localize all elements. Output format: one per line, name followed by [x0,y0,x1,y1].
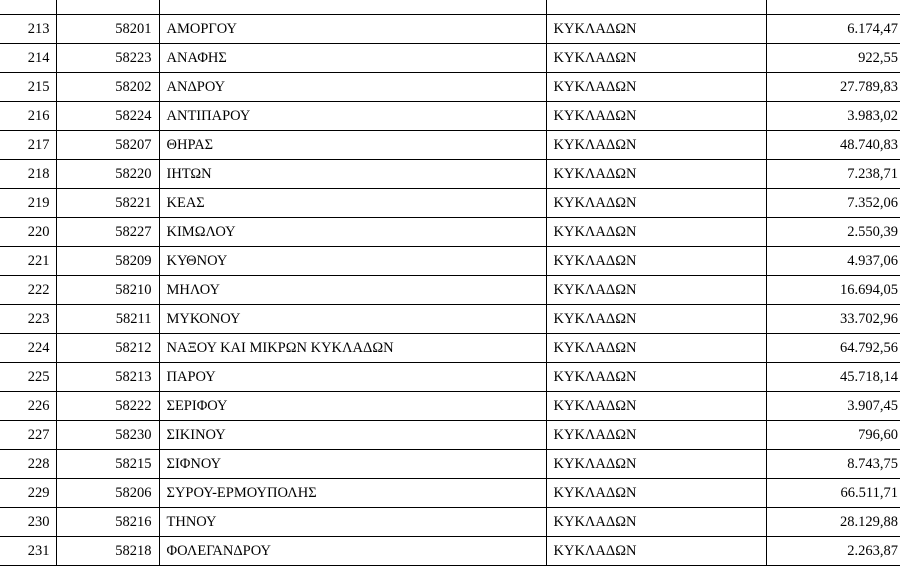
code-cell: 58227 [56,218,159,247]
row-number-cell: 231 [0,537,56,566]
prefecture-cell: ΚΥΚΛΑΔΩΝ [546,102,766,131]
table-row [0,305,900,334]
top-edge-cell [56,0,159,15]
municipality-name-cell: ΝΑΞΟΥ ΚΑΙ ΜΙΚΡΩΝ ΚΥΚΛΑΔΩΝ [159,334,546,363]
table-row [0,102,900,131]
row-number-cell: 217 [0,131,56,160]
row-number-cell: 224 [0,334,56,363]
row-number-cell: 230 [0,508,56,537]
code-cell: 58230 [56,421,159,450]
code-cell: 58224 [56,102,159,131]
municipality-name-cell: ΑΝΤΙΠΑΡΟΥ [159,102,546,131]
top-edge-cell [546,0,766,15]
value-cell: 3.983,02 [766,102,900,131]
value-cell: 33.702,96 [766,305,900,334]
code-cell: 58221 [56,189,159,218]
table-row [0,537,900,566]
row-number-cell: 225 [0,363,56,392]
municipality-name-cell: ΠΑΡΟΥ [159,363,546,392]
code-cell: 58213 [56,363,159,392]
row-number-cell: 222 [0,276,56,305]
municipality-name-cell: ΑΝΔΡΟΥ [159,73,546,102]
code-cell: 58206 [56,479,159,508]
table-row [0,363,900,392]
municipality-name-cell: ΜΥΚΟΝΟΥ [159,305,546,334]
municipality-name-cell: ΦΟΛΕΓΑΝΔΡΟΥ [159,537,546,566]
prefecture-cell: ΚΥΚΛΑΔΩΝ [546,421,766,450]
code-cell: 58207 [56,131,159,160]
row-number-cell: 229 [0,479,56,508]
row-number-cell: 221 [0,247,56,276]
row-number-cell: 216 [0,102,56,131]
top-edge-cell [766,0,900,15]
row-number-cell: 218 [0,160,56,189]
prefecture-cell: ΚΥΚΛΑΔΩΝ [546,508,766,537]
municipality-name-cell: ΜΗΛΟΥ [159,276,546,305]
table-row [0,334,900,363]
table-row [0,247,900,276]
code-cell: 58215 [56,450,159,479]
row-number-cell: 219 [0,189,56,218]
row-number-cell: 228 [0,450,56,479]
table-top-edge-row [0,0,900,15]
table-row [0,276,900,305]
row-number-cell: 215 [0,73,56,102]
top-edge-cell [0,0,56,15]
value-cell: 2.263,87 [766,537,900,566]
code-cell: 58210 [56,276,159,305]
code-cell: 58212 [56,334,159,363]
code-cell: 58216 [56,508,159,537]
row-number-cell: 227 [0,421,56,450]
value-cell: 922,55 [766,44,900,73]
prefecture-cell: ΚΥΚΛΑΔΩΝ [546,189,766,218]
top-edge-cell [159,0,546,15]
municipality-name-cell: ΣΕΡΙΦΟΥ [159,392,546,421]
table-row [0,421,900,450]
prefecture-cell: ΚΥΚΛΑΔΩΝ [546,276,766,305]
code-cell: 58211 [56,305,159,334]
table-row [0,44,900,73]
table-row [0,73,900,102]
value-cell: 66.511,71 [766,479,900,508]
value-cell: 48.740,83 [766,131,900,160]
table-row [0,450,900,479]
row-number-cell: 220 [0,218,56,247]
municipality-name-cell: ΤΗΝΟΥ [159,508,546,537]
value-cell: 796,60 [766,421,900,450]
value-cell: 16.694,05 [766,276,900,305]
table-row [0,218,900,247]
prefecture-cell: ΚΥΚΛΑΔΩΝ [546,218,766,247]
prefecture-cell: ΚΥΚΛΑΔΩΝ [546,334,766,363]
code-cell: 58223 [56,44,159,73]
value-cell: 7.352,06 [766,189,900,218]
value-cell: 3.907,45 [766,392,900,421]
value-cell: 64.792,56 [766,334,900,363]
prefecture-cell: ΚΥΚΛΑΔΩΝ [546,479,766,508]
code-cell: 58209 [56,247,159,276]
value-cell: 28.129,88 [766,508,900,537]
table-row [0,392,900,421]
value-cell: 6.174,47 [766,15,900,44]
municipality-name-cell: ΙΗΤΩΝ [159,160,546,189]
value-cell: 8.743,75 [766,450,900,479]
value-cell: 45.718,14 [766,363,900,392]
value-cell: 7.238,71 [766,160,900,189]
row-number-cell: 213 [0,15,56,44]
code-cell: 58202 [56,73,159,102]
prefecture-cell: ΚΥΚΛΑΔΩΝ [546,160,766,189]
value-cell: 4.937,06 [766,247,900,276]
table-row [0,189,900,218]
prefecture-cell: ΚΥΚΛΑΔΩΝ [546,73,766,102]
municipality-name-cell: ΘΗΡΑΣ [159,131,546,160]
municipality-name-cell: ΚΕΑΣ [159,189,546,218]
code-cell: 58201 [56,15,159,44]
value-cell: 27.789,83 [766,73,900,102]
table-row [0,131,900,160]
municipality-name-cell: ΑΝΑΦΗΣ [159,44,546,73]
prefecture-cell: ΚΥΚΛΑΔΩΝ [546,392,766,421]
municipality-name-cell: ΣΥΡΟΥ-ΕΡΜΟΥΠΟΛΗΣ [159,479,546,508]
prefecture-cell: ΚΥΚΛΑΔΩΝ [546,247,766,276]
code-cell: 58218 [56,537,159,566]
code-cell: 58222 [56,392,159,421]
municipality-name-cell: ΣΙΦΝΟΥ [159,450,546,479]
prefecture-cell: ΚΥΚΛΑΔΩΝ [546,131,766,160]
row-number-cell: 226 [0,392,56,421]
table-row [0,479,900,508]
prefecture-cell: ΚΥΚΛΑΔΩΝ [546,450,766,479]
code-cell: 58220 [56,160,159,189]
table-row [0,508,900,537]
prefecture-cell: ΚΥΚΛΑΔΩΝ [546,537,766,566]
row-number-cell: 223 [0,305,56,334]
prefecture-cell: ΚΥΚΛΑΔΩΝ [546,363,766,392]
municipality-name-cell: ΚΙΜΩΛΟΥ [159,218,546,247]
municipality-name-cell: ΣΙΚΙΝΟΥ [159,421,546,450]
value-cell: 2.550,39 [766,218,900,247]
prefecture-cell: ΚΥΚΛΑΔΩΝ [546,305,766,334]
prefecture-cell: ΚΥΚΛΑΔΩΝ [546,44,766,73]
row-number-cell: 214 [0,44,56,73]
table-row [0,15,900,44]
prefecture-cell: ΚΥΚΛΑΔΩΝ [546,15,766,44]
municipality-name-cell: ΑΜΟΡΓΟΥ [159,15,546,44]
table-row [0,160,900,189]
municipality-name-cell: ΚΥΘΝΟΥ [159,247,546,276]
